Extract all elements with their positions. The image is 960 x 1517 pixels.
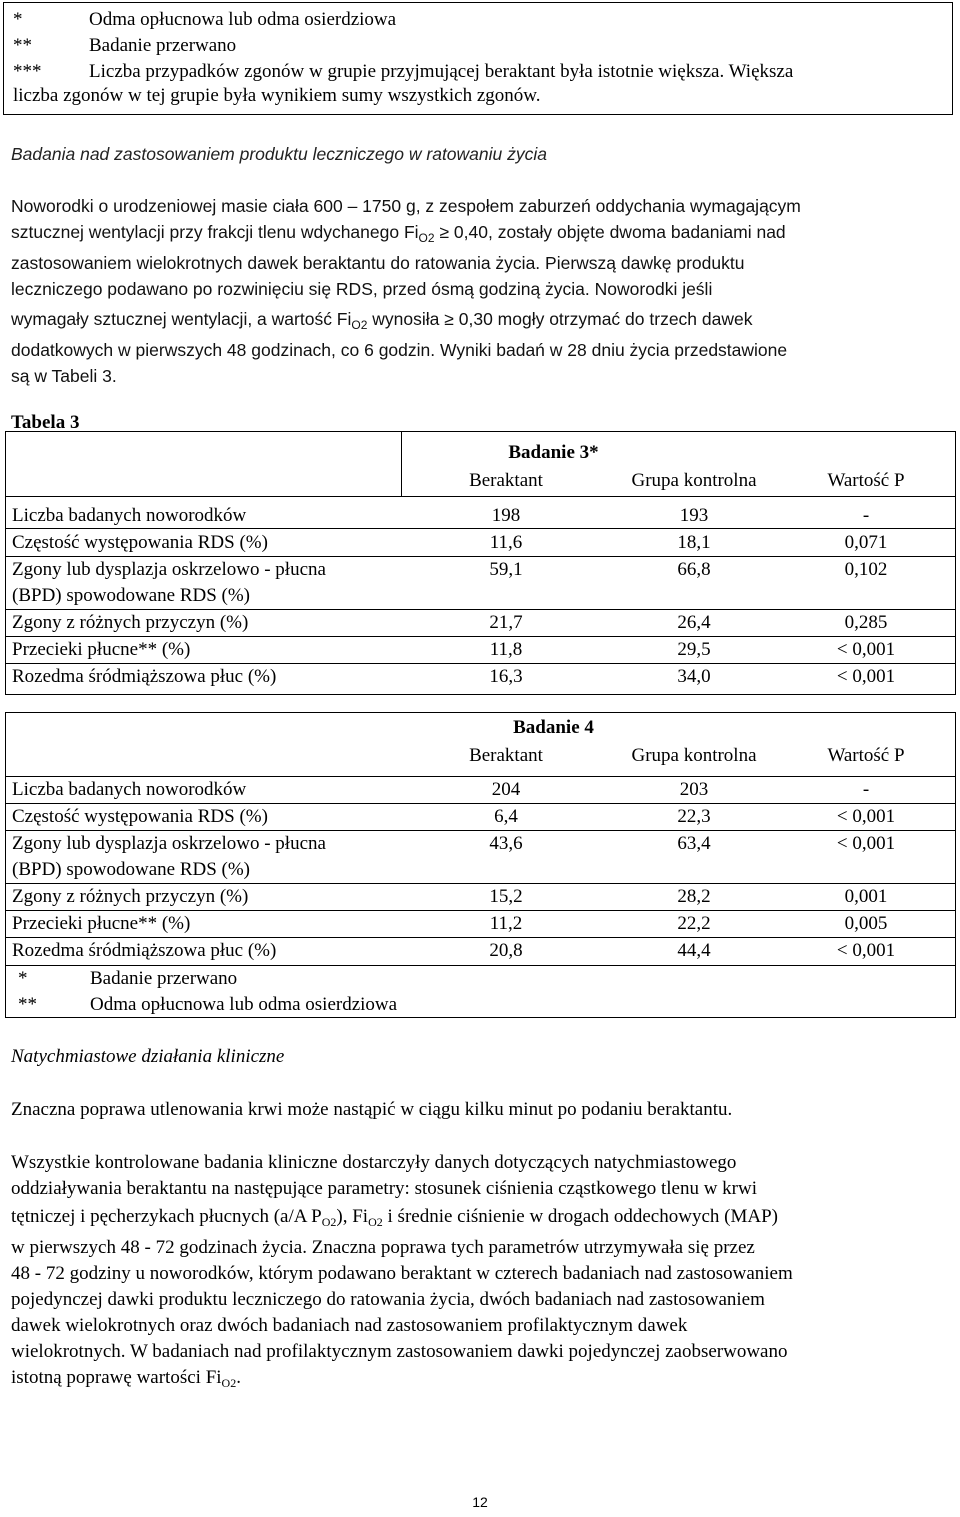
row-label: (BPD) spowodowane RDS (%) [12, 859, 251, 880]
table-cell: 66,8 [677, 559, 711, 580]
table-cell: 21,7 [489, 612, 523, 633]
table-cell: 204 [491, 779, 521, 800]
table-cell: 11,2 [489, 913, 523, 934]
table-cell: 20,8 [489, 940, 523, 961]
footnote-text: Odma opłucnowa lub odma osierdziowa [90, 994, 398, 1015]
table-cell: 26,4 [677, 612, 711, 633]
footnote-row [13, 33, 236, 59]
paragraph-line: są w Tabeli 3. [11, 366, 117, 386]
paragraph [11, 1150, 793, 1391]
footnote-mark: * [18, 968, 28, 989]
paragraph-line: dawek wielokrotnych oraz dwóch badaniach nad zastosowaniem profilaktycznym dawek [11, 1315, 688, 1336]
table-footnote [18, 966, 237, 992]
row-label: Rozedma śródmiąższowa płuc (%) [12, 666, 277, 687]
row-label: Zgony lub dysplazja oskrzelowo - płucna [12, 833, 326, 854]
section-heading: Badania nad zastosowaniem produktu leczniczego w ratowaniu życia [11, 144, 547, 164]
subscript: 2 [376, 1215, 383, 1229]
footnote-box [3, 2, 953, 115]
table-cell: 0,102 [844, 559, 888, 580]
table-cell: 18,1 [677, 532, 711, 553]
table-cell: 22,2 [677, 913, 711, 934]
text-run: wynosiła ≥ 0,30 mogły otrzymać do trzech dawek [372, 309, 753, 329]
footnote-text: Liczba przypadków zgonów w grupie przyjmującej beraktant była istotnie większa. Większa [89, 61, 794, 82]
paragraph-line [11, 219, 801, 245]
paragraph-line [11, 306, 801, 332]
paragraph: Znaczna poprawa utlenowania krwi może nastąpić w ciągu kilku minut po podaniu beraktantu. [11, 1099, 733, 1120]
paragraph-line: 48 - 72 godziny u noworodków, którym podawano beraktant w czterech badaniach nad zastosowaniem [11, 1263, 793, 1284]
footnote-mark: *** [13, 61, 42, 82]
paragraph-line [11, 1204, 793, 1230]
footnote-mark: ** [13, 35, 32, 56]
footnote-text: Badanie przerwano [89, 35, 237, 56]
row-label: Zgony lub dysplazja oskrzelowo - płucna [12, 559, 326, 580]
table-cell: < 0,001 [836, 666, 896, 687]
text-run: ≥ 0,40, zostały objęte dwoma badaniami nad [439, 222, 786, 242]
subscript: O [418, 231, 428, 245]
text-run: wymagały sztucznej wentylacji, a wartość Fi [11, 309, 352, 329]
results-table-study-3 [5, 431, 956, 695]
study-title: Badanie 4 [513, 717, 594, 738]
text-run: i średnie ciśnienie w drogach oddechowych (MAP) [387, 1206, 778, 1227]
text-run: Znaczna poprawa tych parametrów utrzymywała się przez [311, 1237, 755, 1258]
row-label: Przecieki płucne** (%) [12, 913, 191, 934]
table-footnote [18, 992, 397, 1018]
subscript: 2 [330, 1215, 337, 1229]
table-cell: - [862, 779, 870, 800]
table-cell: 29,5 [677, 639, 711, 660]
table-cell: 22,3 [677, 806, 711, 827]
footnote-row [13, 83, 541, 109]
table-cell: 11,6 [489, 532, 523, 553]
table-cell: 198 [491, 505, 521, 526]
text-run: Wyniki badań w 28 dniu życia przedstawione [440, 340, 788, 360]
text-run: W badaniach nad profilaktycznym zastosowaniem dawki pojedynczej zaobserwowano [129, 1341, 788, 1362]
text-run: sztucznej wentylacji przy frakcji tlenu wdychanego Fi [11, 222, 419, 242]
text-run: Pierwszą dawkę produktu [545, 253, 745, 273]
text-run: dodatkowych w pierwszych 48 godzinach, co 6 godzin. [11, 340, 436, 360]
row-label: Liczba badanych noworodków [12, 779, 247, 800]
paragraph-line [11, 337, 801, 363]
page-number: 12 [472, 1494, 488, 1510]
study-title: Badanie 3* [508, 442, 599, 463]
text-run: . [236, 1367, 241, 1388]
text-run: ), Fi [336, 1206, 369, 1227]
column-header: Beraktant [469, 470, 543, 491]
column-header: Wartość P [827, 745, 905, 766]
table-cell: < 0,001 [836, 639, 896, 660]
paragraph-line: Wszystkie kontrolowane badania kliniczne dostarczyły danych dotyczących natychmiastowego [11, 1152, 737, 1173]
table-label: Tabela 3 [11, 412, 80, 433]
table-cell: 203 [679, 779, 709, 800]
table-cell: 16,3 [489, 666, 523, 687]
column-header: Beraktant [469, 745, 543, 766]
table-cell: < 0,001 [836, 806, 896, 827]
subscript: 2 [360, 318, 368, 332]
text-run: istotną poprawę wartości Fi [11, 1367, 222, 1388]
paragraph-line: Noworodki o urodzeniowej masie ciała 600 – 1750 g, z zespołem zaburzeń oddychania wymagającym [11, 196, 801, 216]
table-cell: < 0,001 [836, 833, 896, 854]
text-run: zastosowaniem wielokrotnych dawek beraktantu do ratowania życia. [11, 253, 541, 273]
footnote-row [13, 59, 793, 85]
text-run: wielokrotnych. [11, 1341, 126, 1362]
row-label: Częstość występowania RDS (%) [12, 806, 268, 827]
table-cell: 15,2 [489, 886, 523, 907]
paragraph-line: oddziaływania beraktantu na następujące parametry: stosunek ciśnienia cząstkowego tlenu w krwi [11, 1178, 758, 1199]
table-cell: 28,2 [677, 886, 711, 907]
table-cell: - [862, 505, 870, 526]
row-label: Przecieki płucne** (%) [12, 639, 191, 660]
footnote-text: Badanie przerwano [90, 968, 238, 989]
paragraph-line: pojedynczej dawki produktu leczniczego do ratowania życia, dwóch badaniach nad zastosowaniem [11, 1289, 765, 1310]
subscript: O [368, 1215, 377, 1229]
row-label: (BPD) spowodowane RDS (%) [12, 585, 251, 606]
column-header: Grupa kontrolna [631, 745, 757, 766]
column-header: Wartość P [827, 470, 905, 491]
subscript: 2 [427, 231, 435, 245]
paragraph-line [11, 1339, 793, 1365]
text-run: Noworodki jeśli [594, 279, 713, 299]
paragraph-line [11, 1365, 793, 1391]
paragraph-line [11, 1235, 793, 1261]
table-cell: 193 [679, 505, 709, 526]
table-cell: 0,005 [844, 913, 888, 934]
footnote-text: liczba zgonów w tej grupie była wynikiem sumy wszystkich zgonów. [13, 85, 541, 106]
footnote-row [13, 7, 396, 33]
table-cell: 6,4 [494, 806, 518, 827]
row-label: Zgony z różnych przyczyn (%) [12, 886, 249, 907]
paragraph-line [11, 250, 801, 276]
table-cell: 34,0 [677, 666, 711, 687]
footnote-mark: ** [18, 994, 37, 1015]
table-cell: 0,071 [844, 532, 888, 553]
row-label: Liczba badanych noworodków [12, 505, 247, 526]
table-cell: 44,4 [677, 940, 711, 961]
paragraph-line [11, 276, 801, 302]
text-run: leczniczego podawano po rozwinięciu się RDS, przed ósmą godziną życia. [11, 279, 590, 299]
table-cell: 0,001 [844, 886, 888, 907]
subscript: O [221, 1376, 231, 1390]
text-run: w pierwszych 48 - 72 godzinach życia. [11, 1237, 307, 1258]
footnote-text: Odma opłucnowa lub odma osierdziowa [89, 9, 397, 30]
row-label: Częstość występowania RDS (%) [12, 532, 268, 553]
results-table-study-4 [5, 712, 956, 1018]
column-header: Grupa kontrolna [631, 470, 757, 491]
table-cell: < 0,001 [836, 940, 896, 961]
section-heading: Natychmiastowe działania kliniczne [11, 1046, 285, 1067]
subscript: 2 [230, 1376, 237, 1390]
text-run: tętniczej i pęcherzykach płucnych (a/A P [11, 1206, 322, 1227]
table-cell: 59,1 [489, 559, 523, 580]
table-cell: 11,8 [489, 639, 523, 660]
row-label: Rozedma śródmiąższowa płuc (%) [12, 940, 277, 961]
table-cell: 63,4 [677, 833, 711, 854]
paragraph [11, 193, 801, 389]
table-cell: 0,285 [844, 612, 888, 633]
table-cell: 43,6 [489, 833, 523, 854]
subscript: O [351, 318, 361, 332]
row-label: Zgony z różnych przyczyn (%) [12, 612, 249, 633]
subscript: O [321, 1215, 331, 1229]
footnote-mark: * [13, 9, 23, 30]
